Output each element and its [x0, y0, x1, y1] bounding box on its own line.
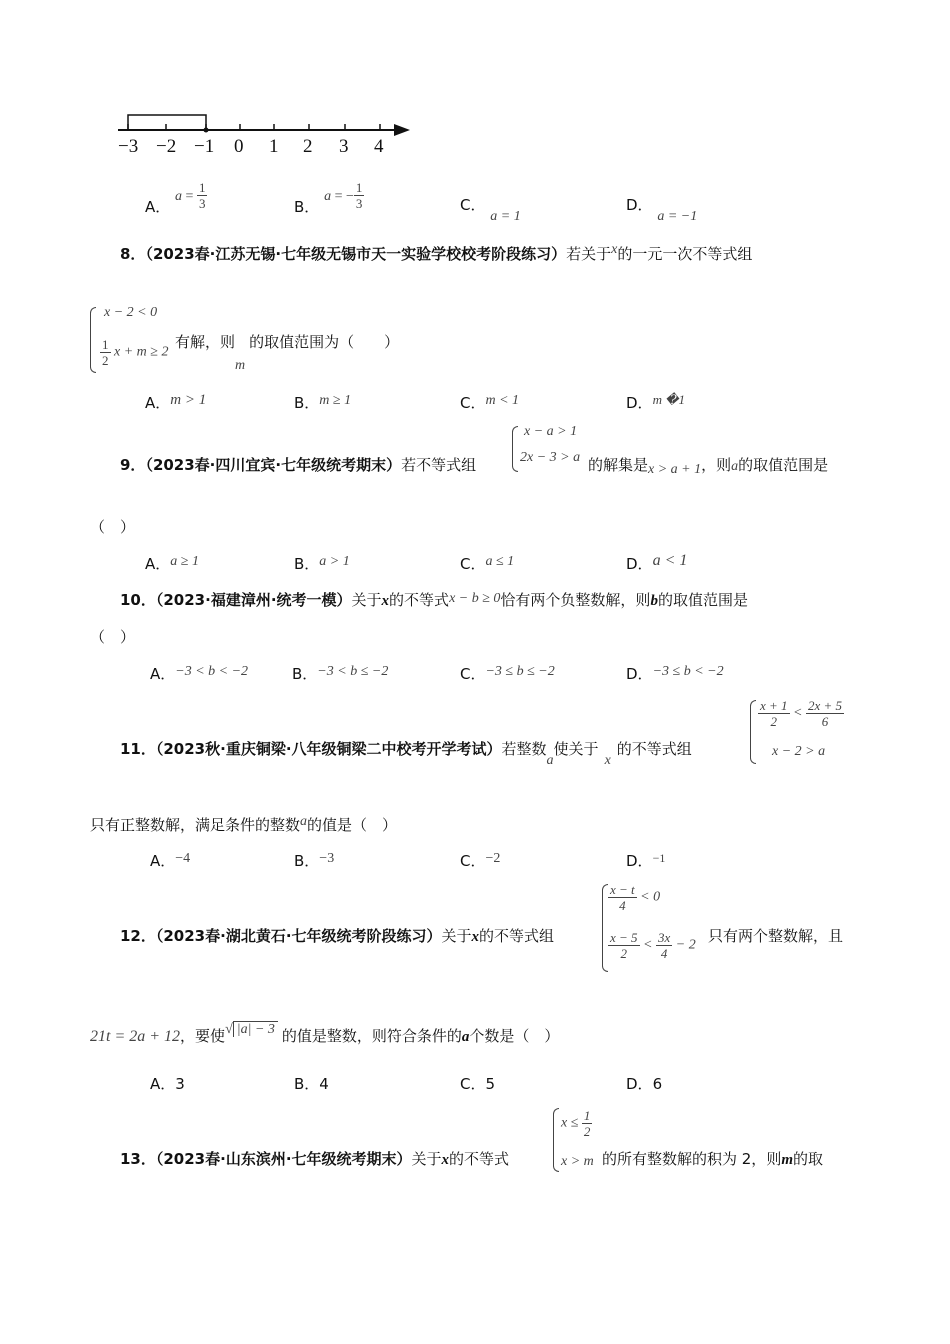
solution-expr: x > a + 1 — [648, 462, 702, 477]
question-number: 13． — [120, 1150, 156, 1168]
q11-option-a[interactable] — [150, 850, 190, 871]
var-x: x — [441, 1152, 450, 1168]
system-rest: < 0 — [640, 889, 661, 905]
q9-stem — [120, 454, 476, 475]
q10-option-a[interactable] — [150, 663, 248, 684]
option-eq: = — [331, 189, 346, 204]
var-m: m — [235, 358, 246, 373]
frac-den: 3 — [198, 196, 206, 211]
stem-text: 的取值范围是 — [657, 591, 748, 609]
option-letter: C． — [460, 196, 486, 214]
stem-text: 若整数 — [501, 740, 547, 758]
option-letter: D． — [626, 555, 653, 573]
option-fraction — [354, 180, 365, 211]
sqrt-expression: √ |a| − 3 — [225, 1022, 278, 1037]
stem-text: 只有两个整数解，且 — [708, 927, 844, 945]
q10-option-c[interactable] — [460, 663, 555, 684]
frac-num: 1 — [355, 180, 363, 195]
option-letter: D． — [626, 852, 653, 870]
q11-option-d[interactable] — [626, 850, 665, 871]
option-letter: B． — [294, 852, 320, 870]
question-source: （2023春·江苏无锡·七年级无锡市天一实验学校校考阶段练习） — [145, 245, 567, 263]
option-var: a — [324, 189, 332, 204]
number-line-label: −3 — [118, 136, 139, 157]
option-expr: a = 1 — [490, 209, 521, 224]
option-letter: A． — [150, 665, 176, 683]
q9-option-b[interactable] — [294, 553, 350, 574]
system-line: 2x − 3 > a — [520, 450, 581, 465]
frac-num: 1 — [198, 180, 206, 195]
fraction — [100, 337, 111, 368]
frac-den: 2 — [102, 353, 109, 368]
option-letter: B． — [294, 394, 320, 412]
stem-text: 的一元一次不等式组 — [617, 245, 753, 263]
var-x: x — [611, 242, 618, 257]
q12-system — [602, 882, 712, 974]
frac-num: x − 5 — [610, 930, 638, 945]
system-rest: x + m ≥ 2 — [114, 344, 169, 360]
stem-text: 的取 — [793, 1150, 824, 1168]
frac-num: 3x — [658, 930, 671, 945]
stem-text: 的所有整数解的积为 2，则 — [602, 1150, 782, 1168]
stem-text: 的不等式 — [389, 591, 450, 609]
system-line: x − 2 > a — [772, 744, 826, 759]
question-number: 8． — [120, 245, 146, 263]
frac-den: 6 — [821, 714, 829, 729]
option-letter: C． — [460, 1075, 486, 1093]
system-lhs: x ≤ — [561, 1115, 579, 1131]
fraction — [806, 698, 844, 729]
option-expr: 5 — [485, 1075, 496, 1093]
q7-option-d[interactable] — [626, 194, 698, 224]
option-letter: C． — [460, 852, 486, 870]
q7-option-b[interactable] — [294, 180, 364, 216]
system-line — [758, 698, 844, 729]
question-number: 11． — [120, 740, 156, 758]
stem-text: 关于 — [411, 1150, 442, 1168]
stem-text: 只有正整数解，满足条件的整数 — [90, 816, 301, 834]
stem-text: 若不等式组 — [401, 456, 477, 474]
number-line-label: −1 — [194, 136, 215, 157]
option-expr: −3 ≤ b < −2 — [652, 664, 724, 679]
q10-option-b[interactable] — [292, 663, 388, 684]
option-expr: −4 — [175, 851, 191, 866]
q8-option-c[interactable] — [460, 392, 519, 413]
q9-option-d[interactable] — [626, 553, 687, 574]
q9-system — [512, 424, 592, 474]
system-line: x − 2 < 0 — [104, 305, 158, 320]
option-letter: B． — [294, 555, 320, 573]
question-source: （2023·福建漳州·统考一模） — [155, 591, 352, 609]
system-op: < — [793, 705, 803, 721]
frac-den: 3 — [355, 196, 363, 211]
brace — [512, 426, 518, 472]
frac-num: x + 1 — [760, 698, 788, 713]
number-line-label: 2 — [303, 136, 313, 157]
fraction — [656, 930, 672, 961]
number-line-label: 1 — [269, 136, 279, 157]
stem-text: ，要使 — [180, 1027, 226, 1045]
stem-text: 个数是（ ） — [469, 1027, 560, 1045]
option-letter: B． — [294, 198, 320, 216]
option-expr: 6 — [652, 1075, 663, 1093]
option-expr: −2 — [485, 851, 501, 866]
q10-stem — [120, 589, 748, 610]
option-expr: a ≤ 1 — [485, 554, 515, 569]
stem-text: 若关于 — [566, 245, 612, 263]
option-expr: m �1 — [652, 392, 686, 407]
stem-text: 的解集是 — [588, 456, 649, 474]
fraction — [582, 1108, 593, 1139]
option-expr: −3 < b ≤ −2 — [317, 664, 389, 679]
q11-stem-cont — [90, 814, 397, 835]
stem-text: 的不等式组 — [479, 927, 555, 945]
option-letter: A． — [145, 198, 171, 216]
option-letter: B． — [294, 1075, 320, 1093]
option-letter: A． — [145, 555, 171, 573]
fraction — [608, 930, 640, 961]
option-expr: 4 — [319, 1075, 329, 1093]
option-sign: − — [345, 189, 354, 204]
stem-text: 恰有两个负整数解，则 — [500, 591, 651, 609]
var-b: b — [650, 593, 658, 609]
option-eq: = — [182, 189, 197, 204]
system-line — [608, 882, 660, 913]
q11-option-c[interactable] — [460, 850, 500, 871]
option-expr: m < 1 — [485, 393, 520, 408]
q12-option-b[interactable] — [294, 1073, 329, 1094]
frac-den: 2 — [620, 946, 628, 961]
q8-system — [90, 305, 180, 375]
frac-num: 1 — [102, 337, 109, 352]
q11-option-b[interactable] — [294, 850, 334, 871]
var-a: a — [546, 753, 554, 768]
var-m: m — [781, 1152, 793, 1168]
number-line-graphic — [110, 108, 420, 138]
frac-den: 4 — [619, 898, 626, 913]
q12-option-d[interactable] — [626, 1073, 662, 1094]
option-expr: m ≥ 1 — [319, 393, 352, 408]
q8-option-a[interactable] — [145, 392, 206, 413]
q8-stem-cont — [175, 331, 400, 373]
frac-num: x − t — [610, 882, 635, 897]
stem-text: 的不等式组 — [616, 740, 692, 758]
option-letter: D． — [626, 394, 653, 412]
number-line-label: 3 — [339, 136, 349, 157]
stem-text: 的值是整数，则符合条件的 — [281, 1027, 462, 1045]
q9-paren: （ ） — [90, 518, 136, 536]
stem-text: 有解，则 — [175, 333, 236, 351]
brace — [90, 307, 96, 373]
question-number: 12． — [120, 927, 156, 945]
q11-system — [750, 698, 860, 768]
q12-option-a[interactable] — [150, 1073, 185, 1094]
brace — [750, 700, 756, 764]
q13-stem-cont — [602, 1148, 823, 1169]
option-letter: D． — [626, 1075, 653, 1093]
option-expr: −1 — [652, 851, 666, 865]
option-expr: a ≥ 1 — [170, 554, 199, 569]
option-expr: m > 1 — [170, 392, 207, 408]
number-line-label: 4 — [374, 136, 384, 157]
var-a: a — [461, 1029, 470, 1045]
stem-text: 的取值范围为（ ） — [249, 333, 400, 351]
question-number: 10． — [120, 591, 156, 609]
option-letter: D． — [626, 665, 653, 683]
option-expr: −3 — [319, 851, 335, 866]
stem-text: 关于 — [441, 927, 472, 945]
frac-den: 2 — [770, 714, 778, 729]
var-x: x — [604, 753, 611, 768]
option-expr: −3 < b < −2 — [175, 664, 249, 679]
option-letter: A． — [150, 852, 176, 870]
stem-text: 使关于 — [553, 740, 599, 758]
q12-stem — [120, 925, 554, 946]
fraction — [758, 698, 790, 729]
question-source: （2023春·山东滨州·七年级统考期末） — [155, 1150, 412, 1168]
q8-option-d[interactable] — [626, 392, 685, 413]
frac-den: 4 — [660, 946, 668, 961]
option-letter: A． — [145, 394, 171, 412]
q8-stem — [120, 243, 752, 264]
frac-num: 1 — [583, 1108, 591, 1123]
q8-option-b[interactable] — [294, 392, 351, 413]
fraction — [608, 882, 637, 913]
system-line: x − a > 1 — [524, 424, 578, 439]
system-line — [561, 1108, 592, 1139]
number-line-label: −2 — [156, 136, 177, 157]
frac-den: 2 — [583, 1124, 591, 1139]
q9-option-c[interactable] — [460, 553, 514, 574]
stem-text: 的不等式 — [449, 1150, 510, 1168]
stem-text: 的值是（ ） — [307, 816, 398, 834]
system-op: < — [643, 937, 653, 953]
question-number: 9． — [120, 456, 146, 474]
option-letter: B． — [292, 665, 318, 683]
system-line — [608, 930, 696, 961]
q11-stem — [120, 738, 692, 768]
option-expr: a > 1 — [319, 554, 350, 569]
var-x: x — [471, 929, 480, 945]
system-line — [100, 337, 168, 368]
option-expr: a = −1 — [657, 209, 698, 224]
question-source: （2023春·四川宜宾·七年级统考期末） — [145, 456, 402, 474]
option-expr: a < 1 — [652, 552, 688, 569]
question-source: （2023春·湖北黄石·七年级统考阶段练习） — [155, 927, 442, 945]
option-var: a — [175, 189, 183, 204]
option-fraction — [197, 180, 208, 211]
stem-text: 关于 — [351, 591, 382, 609]
question-source: （2023秋·重庆铜梁·八年级铜梁二中校考开学考试） — [155, 740, 502, 758]
option-letter: C． — [460, 394, 486, 412]
q12-stem-cont — [708, 925, 843, 946]
q13-stem — [120, 1148, 509, 1169]
frac-num: 2x + 5 — [808, 698, 843, 713]
option-letter: D． — [626, 196, 653, 214]
option-expr: 3 — [175, 1075, 185, 1093]
var-a: a — [300, 814, 308, 829]
inequality: x − b ≥ 0 — [449, 591, 501, 606]
option-letter: C． — [460, 555, 486, 573]
q12-option-c[interactable] — [460, 1073, 495, 1094]
brace — [553, 1108, 559, 1172]
q9-option-a[interactable] — [145, 553, 199, 574]
q7-option-a[interactable] — [145, 180, 207, 216]
stem-text: ，则 — [701, 456, 732, 474]
var-a: a — [731, 459, 739, 474]
number-line — [110, 108, 420, 158]
stem-text: 的取值范围是 — [738, 456, 829, 474]
q12-stem-line2 — [90, 1022, 560, 1046]
q9-stem-cont — [588, 454, 828, 475]
option-expr: −3 ≤ b ≤ −2 — [485, 664, 555, 679]
number-line-label: 0 — [234, 136, 244, 157]
equation: 21t = 2a + 12 — [90, 1028, 181, 1045]
q10-paren: （ ） — [90, 628, 136, 646]
option-letter: C． — [460, 665, 486, 683]
option-letter: A． — [150, 1075, 176, 1093]
var-x: x — [381, 593, 390, 609]
q7-option-c[interactable] — [460, 194, 521, 224]
system-line: x > m — [561, 1154, 594, 1169]
system-rest: − 2 — [675, 937, 696, 953]
q10-option-d[interactable] — [626, 663, 724, 684]
sqrt-body: |a| − 3 — [233, 1021, 278, 1037]
